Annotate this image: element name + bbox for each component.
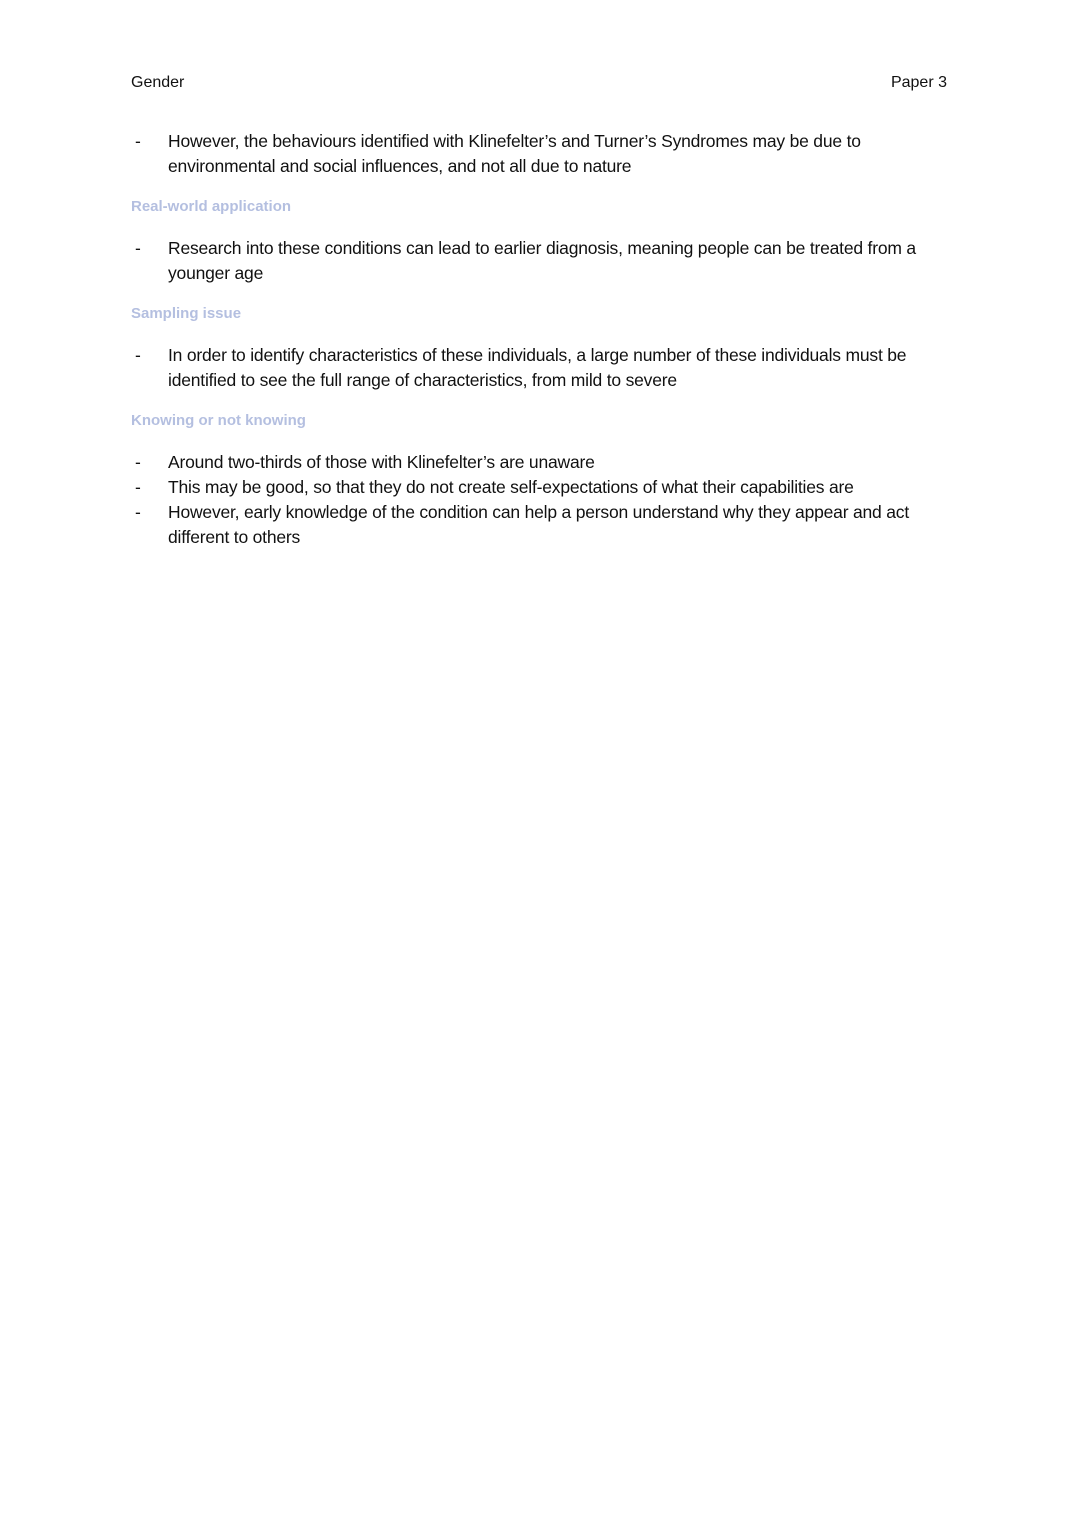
bullet-text: This may be good, so that they do not create self-expectations of what their capabilities are — [168, 477, 854, 497]
bullet-text: Research into these conditions can lead to earlier diagnosis, meaning people can be treated from a younger age — [168, 238, 916, 283]
bullet-list — [131, 343, 951, 393]
list-item — [131, 500, 951, 550]
dash-bullet-icon: - — [135, 345, 141, 365]
bullet-list — [131, 450, 951, 550]
list-item — [131, 236, 951, 286]
bullet-list — [131, 129, 951, 179]
list-item — [131, 343, 951, 393]
bullet-text: However, the behaviours identified with Klinefelter’s and Turner’s Syndromes may be due to environmental and social influences, and not all due to nature — [168, 131, 861, 176]
bullet-list — [131, 236, 951, 286]
list-item — [131, 450, 951, 475]
section-heading-real-world-application: Real-world application — [131, 198, 292, 215]
section-heading-knowing-or-not-knowing: Knowing or not knowing — [131, 412, 306, 429]
bullet-text: Around two-thirds of those with Klinefelter’s are unaware — [168, 452, 595, 472]
dash-bullet-icon: - — [135, 477, 141, 497]
list-item — [131, 475, 951, 500]
page-header — [131, 74, 947, 92]
dash-bullet-icon: - — [135, 131, 141, 151]
dash-bullet-icon: - — [135, 452, 141, 472]
section-heading-sampling-issue: Sampling issue — [131, 305, 242, 322]
document-body — [131, 129, 951, 550]
header-paper: Paper 3 — [890, 74, 947, 91]
list-item — [131, 129, 951, 179]
dash-bullet-icon: - — [135, 238, 141, 258]
bullet-text: However, early knowledge of the condition can help a person understand why they appear and act different to others — [168, 502, 909, 547]
bullet-text: In order to identify characteristics of these individuals, a large number of these individuals must be identified to see the full range of characteristics, from mild to severe — [168, 345, 907, 390]
dash-bullet-icon: - — [135, 502, 141, 522]
header-subject: Gender — [131, 74, 185, 91]
